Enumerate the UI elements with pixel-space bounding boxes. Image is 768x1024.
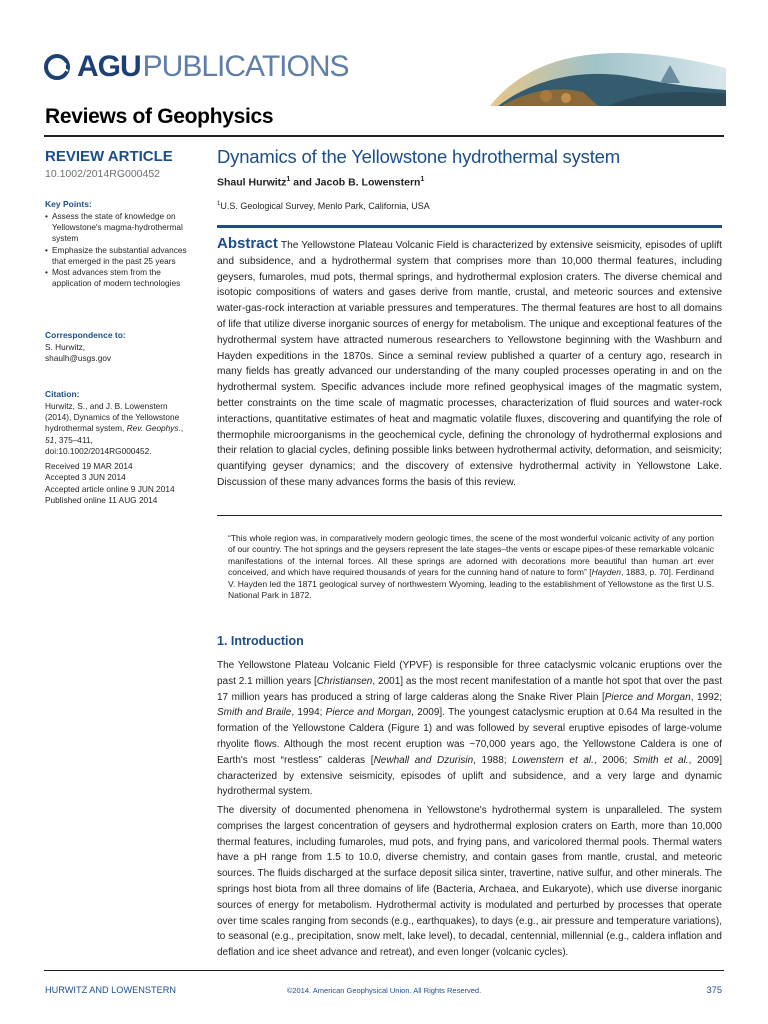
date-published: Published online 11 AUG 2014 xyxy=(45,495,158,505)
agu-logo xyxy=(44,50,349,84)
key-point-item: • Assess the state of knowledge on Yellowstone's magma-hydrothermal system xyxy=(45,211,200,245)
footer-divider xyxy=(44,970,724,971)
date-received: Received 19 MAR 2014 xyxy=(45,461,133,471)
date-accepted: Accepted 3 JUN 2014 xyxy=(45,472,126,482)
logo-agu-text: AGU xyxy=(77,50,141,83)
article-title: Dynamics of the Yellowstone hydrothermal system xyxy=(217,146,620,167)
journal-title: Reviews of Geophysics xyxy=(45,105,274,128)
agu-globe-icon xyxy=(44,54,74,80)
correspondence-email[interactable]: shaulh@usgs.gov xyxy=(45,353,112,363)
intro-paragraph-2: The diversity of documented phenomena in Yellowstone's hydrothermal system is unparalleled. The system comprises the largest concentration of geysers and hydrothermal explosion craters on Earth, more than 10,000 thermal features, including fumaroles, mud pots, and frying pans, and varicolored thermal pools. Thermal waters have a pH range from 1.5 to 10.0, diverse chemistry, and contain gases from mantle, crustal, and meteoric sources. The fluids discharged at the surface deposit silica sinter, travertine, native sulfur, and other minerals. The springs host biota from all three domains of life (Bacteria, Archaea, and Eukaryote), which use diverse inorganic sources of energy for metabolism. Hydrothermal activity is modulated and perturbed by processes that operate over time scales ranging from seconds (e.g., earthquakes), to days (e.g., air pressure and temperature variations), to seasonal (e.g., precipitation, snow melt, lake level), to decadal, centennial, millennial (e.g., caldera inflation and deflation and ice sheet advance and retreat), and even longer (volcanic cycles). xyxy=(217,805,722,959)
article-type: REVIEW ARTICLE xyxy=(45,148,173,165)
affiliation: $^1$U.S. Geological Survey, Menlo Park, California, USA xyxy=(217,201,430,211)
abstract-divider xyxy=(217,225,722,228)
intro-paragraph-1: The Yellowstone Plateau Volcanic Field (YPVF) is responsible for three cataclysmic volcanic eruptions over the past 2.1 million years [Christiansen, 2001] as the most recent manifestation of a mantle hot spot that over the past 17 million years has produced a string of large calderas along the Snake River Plain [Pierce and Morgan, 1992; Smith and Braile, 1994; Pierce and Morgan, 2009]. The youngest cataclysmic eruption at 0.64 Ma resulted in the formation of the Yellowstone Caldera (Figure 1) and was followed by several eruptive episodes of large-volume rhyolite flows. Although the most recent eruption was ~70,000 years ago, the Yellowstone Caldera is one of Earth's most “restless” calderas [Newhall and Dzurisin, 1988; Lowenstern et al., 2006; Smith et al., 2009] characterized by extensive seismicity, episodes of uplift and subsidence, and a very large and dynamic hydrothermal system. xyxy=(217,660,723,798)
section-heading: 1. Introduction xyxy=(217,634,304,648)
epigraph-quote: “This whole region was, in comparatively modern geologic times, the scene of the most wonderful volcanic activity of any portion of our country. The hot springs and the geysers represent the late stages–the vents or escape pipes-of these remarkable volcanic manifestations of the internal forces. All these springs are adorned with decorations more beautiful than human art ever conceived, and which have required thousands of years for the cunning hand of nature to form” [Hayden, 1883, p. 70]. Ferdinand V. Hayden led the 1871 geological survey of northwestern Wyoming, leading to the establishment of Yellowstone as the first U.S. National Park in 1872. xyxy=(228,533,714,601)
key-point-item: • Emphasize the substantial advances that emerged in the past 25 years xyxy=(45,245,200,267)
logo-publications-text: PUBLICATIONS xyxy=(142,50,349,83)
doi: 10.1002/2014RG000452 xyxy=(45,168,161,180)
header-banner-image xyxy=(488,28,728,108)
page-number: 375 xyxy=(706,985,722,995)
correspondence-heading: Correspondence to: xyxy=(45,330,126,340)
correspondence-name: S. Hurwitz, xyxy=(45,342,86,352)
footer-authors: HURWITZ AND LOWENSTERN xyxy=(45,985,177,995)
citation-heading: Citation: xyxy=(45,389,80,399)
key-point-item: • Most advances stem from the application of modern technologies xyxy=(45,267,200,289)
citation-text: Hurwitz, S., and J. B. Lowenstern (2014), Dynamics of the Yellowstone hydrothermal system, Rev. Geophys., 51, 375–411, doi:10.1002/2014RG000452. xyxy=(45,401,184,456)
abstract-text: The Yellowstone Plateau Volcanic Field is characterized by extensive seismicity, episodes of uplift and subsidence, and a hydrothermal system that comprises more than 10,000 thermal features, including geysers, fumaroles, mud pots, thermal springs, and hydrothermal explosion craters. The diverse chemical and isotopic compositions of waters and gases derive from mantle, crustal, and meteoric sources and extensive water-gas-rock interaction at variable pressures and temperatures. The thermal features are host to all domains of life that utilize diverse inorganic sources of energy for metabolism. The unique and exceptional features of the hydrothermal system have attracted numerous researchers to Yellowstone beginning with the Washburn and Hayden expeditions in the 1870s. Since a seminal review published a quarter of a century ago, research in many fields has greatly advanced our understanding of the many coupled processes operating in and on the hydrothermal system. Specific advances include more refined geophysical images of the magmatic system, better constraints on the time scale of magmatic processes, characterization of fluid sources and water-rock interactions, quantitative estimates of heat and magmatic volatile fluxes, discovering and quantifying the role of thermophile microorganisms in the geochemical cycle, defining the chronology of hydrothermal explosions and their relation to glacial cycles, defining possible links between hydrothermal activity, deformation, and seismicity; quantifying geyser dynamics; and the discovery of extensive hydrothermal activity in Yellowstone Lake. Discussion of these many advances forms the basis of this review. xyxy=(217,240,722,488)
abstract-end-divider xyxy=(217,515,722,516)
abstract xyxy=(217,236,722,491)
key-points-heading: Key Points: xyxy=(45,199,92,209)
footer-copyright: ©2014. American Geophysical Union. All Rights Reserved. xyxy=(286,986,482,995)
authors: Shaul Hurwitz$^1$ and Jacob B. Lowenstern$^1$ xyxy=(217,176,425,189)
date-accepted-online: Accepted article online 9 JUN 2014 xyxy=(45,484,175,494)
header-divider xyxy=(44,135,724,137)
key-points-list xyxy=(45,211,200,289)
abstract-heading: Abstract xyxy=(217,235,278,252)
